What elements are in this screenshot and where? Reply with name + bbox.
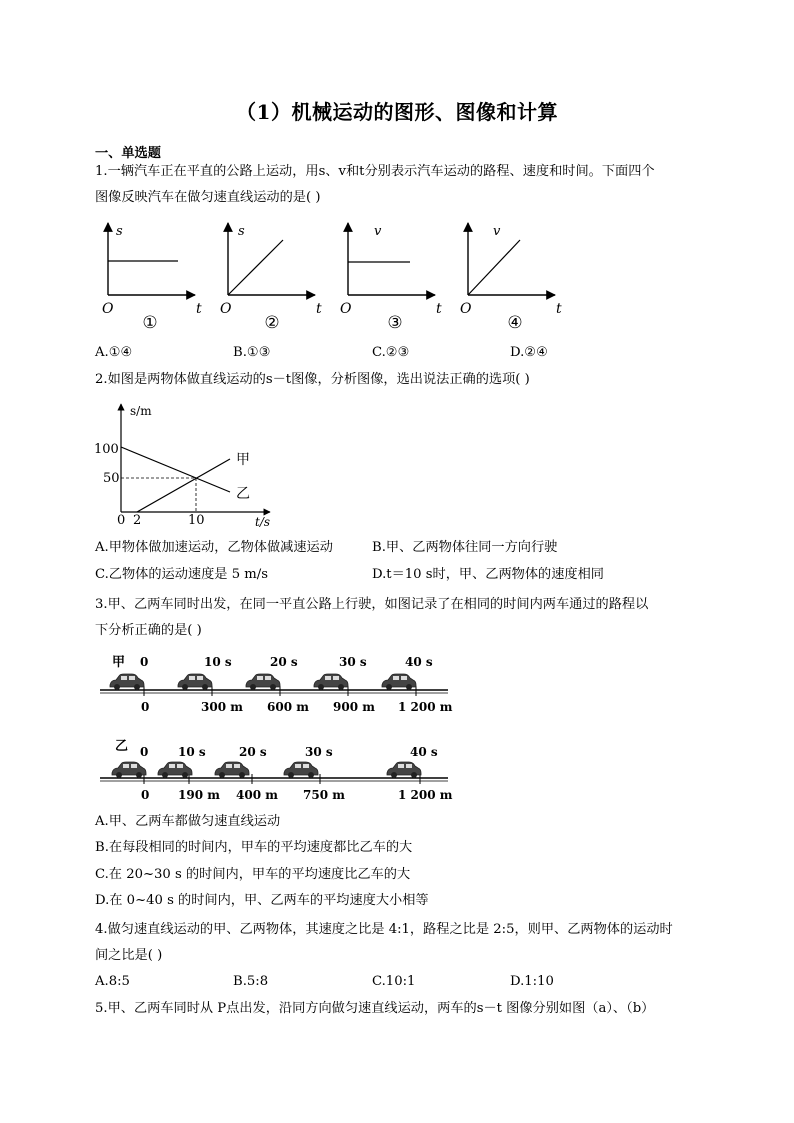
q1-g2-number: ②: [264, 313, 280, 333]
q2-option-a: A.甲物体做加速运动，乙物体做减速运动: [95, 540, 333, 555]
q2-ytick-50: 50: [103, 471, 120, 486]
q1-g1-origin: O: [102, 301, 114, 317]
q2-label-yi: 乙: [236, 486, 250, 502]
q2-xtick-10: 10: [188, 513, 205, 528]
q1-g3-xlabel: t: [436, 301, 442, 317]
q1-g1-ylabel: s: [116, 224, 123, 239]
q3-jia-t1: 10 s: [204, 655, 232, 669]
q1-g2-origin: O: [220, 301, 232, 317]
q1-graph-2: [220, 223, 322, 333]
q4-text-line1: 4.做匀速直线运动的甲、乙两物体，其速度之比是 4:1，路程之比是 2:5，则甲、乙两物体的运动时: [95, 922, 673, 937]
q3-yi-t2: 20 s: [239, 745, 267, 759]
q1-text-line1: 1.一辆汽车正在平直的公路上运动，用s、v和t分别表示汽车运动的路程、速度和时间。下面四个: [95, 164, 655, 179]
q1-g4-ylabel: v: [493, 224, 501, 239]
q1-option-d: D.②④: [510, 345, 548, 360]
q2-label-jia: 甲: [236, 452, 250, 468]
q1-option-c: C.②③: [372, 345, 410, 360]
q4-option-a: A.8:5: [95, 974, 130, 989]
q3-option-c: C.在 20~30 s 的时间内，甲车的平均速度比乙车的大: [95, 867, 411, 882]
q3-yi-name: 乙: [115, 739, 129, 754]
q3-yi-d1: 190 m: [178, 788, 220, 802]
q1-g3-number: ③: [387, 313, 403, 333]
q4-option-d: D.1:10: [510, 974, 554, 989]
q3-text-line1: 3.甲、乙两车同时出发，在同一平直公路上行驶，如图记录了在相同的时间内两车通过的路程以: [95, 597, 649, 612]
section-heading: 一、单选题: [95, 146, 161, 161]
q1-g4-origin: O: [460, 301, 472, 317]
q3-jia-t4: 40 s: [405, 655, 433, 669]
q1-g1-xlabel: t: [196, 301, 202, 317]
q2-xlabel: t/s: [255, 515, 271, 529]
q2-text-line1: 2.如图是两物体做直线运动的s－t图像，分析图像，选出说法正确的选项( ): [95, 372, 530, 387]
q3-option-d: D.在 0~40 s 的时间内，甲、乙两车的平均速度大小相等: [95, 893, 429, 908]
q3-jia-d2: 600 m: [267, 700, 309, 714]
q3-yi-row: [100, 739, 453, 802]
q3-yi-d0: 0: [141, 788, 150, 802]
q4-option-c: C.10:1: [372, 974, 416, 989]
page-title: （1）机械运动的图形、图像和计算: [236, 100, 558, 124]
q2-line-jia: [137, 459, 230, 512]
q1-graph-3: [340, 223, 442, 333]
q1-graph-4: [460, 223, 562, 333]
q5-text-line1: 5.甲、乙两车同时从 P点出发，沿同方向做匀速直线运动，两车的s－t 图像分别如图（a）、（b）: [95, 1001, 655, 1016]
q3-jia-d4: 1 200 m: [398, 700, 453, 714]
q3-road-diagram: [0, 648, 794, 808]
q3-yi-t4: 40 s: [410, 745, 438, 759]
q1-graphs: [0, 215, 794, 340]
q2-st-chart: [0, 398, 794, 530]
q3-yi-t1: 10 s: [178, 745, 206, 759]
q3-jia-t0: 0: [140, 655, 149, 669]
q1-g4-xlabel: t: [556, 301, 562, 317]
q3-yi-d3: 750 m: [303, 788, 345, 802]
q1-g4-number: ④: [507, 313, 523, 333]
q1-g3-origin: O: [340, 301, 352, 317]
q3-yi-t0: 0: [140, 745, 149, 759]
q3-option-b: B.在每段相同的时间内，甲车的平均速度都比乙车的大: [95, 840, 413, 855]
q4-text-line2: 间之比是( ): [95, 948, 163, 963]
q1-option-b: B.①③: [233, 345, 271, 360]
q1-option-a: A.①④: [95, 345, 133, 360]
q3-yi-d2: 400 m: [236, 788, 278, 802]
q3-jia-row: [100, 655, 453, 714]
q1-g2-xlabel: t: [316, 301, 322, 317]
q1-g3-ylabel: v: [374, 224, 382, 239]
q3-jia-t3: 30 s: [339, 655, 367, 669]
q3-option-a: A.甲、乙两车都做匀速直线运动: [95, 814, 281, 829]
q4-option-b: B.5:8: [233, 974, 269, 989]
q3-jia-d0: 0: [141, 700, 150, 714]
q2-xtick-2: 2: [133, 513, 142, 528]
q2-ytick-100: 100: [94, 442, 119, 457]
q1-graph-1: [102, 223, 202, 333]
q3-jia-t2: 20 s: [270, 655, 298, 669]
q3-jia-d3: 900 m: [333, 700, 375, 714]
q3-yi-d4: 1 200 m: [398, 788, 453, 802]
q1-g1-number: ①: [142, 313, 158, 333]
q3-text-line2: 下分析正确的是( ): [95, 623, 202, 638]
q2-ylabel: s/m: [130, 404, 152, 418]
q3-jia-d1: 300 m: [201, 700, 243, 714]
q3-jia-name: 甲: [112, 655, 126, 670]
q2-option-b: B.甲、乙两物体往同一方向行驶: [372, 540, 558, 555]
q2-option-c: C.乙物体的运动速度是 5 m/s: [95, 567, 268, 582]
q2-option-d: D.t＝10 s时，甲、乙两物体的速度相同: [372, 567, 604, 582]
q2-line-yi: [121, 447, 230, 492]
q2-xtick-0: 0: [117, 513, 126, 528]
q1-g2-ylabel: s: [238, 224, 245, 239]
q3-yi-t3: 30 s: [305, 745, 333, 759]
q1-text-line2: 图像反映汽车在做匀速直线运动的是( ): [95, 190, 321, 205]
